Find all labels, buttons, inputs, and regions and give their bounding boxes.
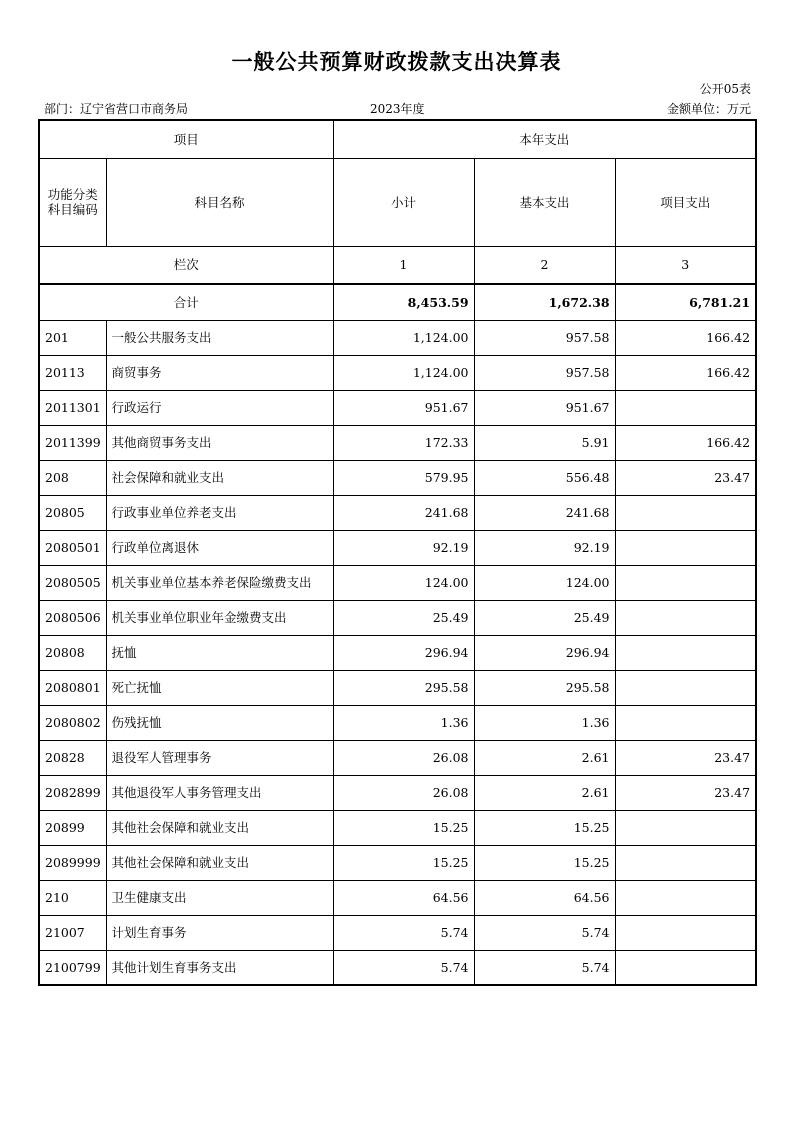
row-basic: 25.49 (474, 600, 615, 635)
total-project: 6,781.21 (615, 284, 756, 320)
row-project: 23.47 (615, 460, 756, 495)
row-subject-name: 商贸事务 (106, 355, 333, 390)
row-project (615, 880, 756, 915)
row-subtotal: 1.36 (333, 705, 474, 740)
row-basic: 296.94 (474, 635, 615, 670)
row-project (615, 600, 756, 635)
row-project (615, 390, 756, 425)
row-basic: 1.36 (474, 705, 615, 740)
row-code: 210 (39, 880, 106, 915)
row-code: 20113 (39, 355, 106, 390)
header-row-2 (39, 158, 756, 246)
row-subtotal: 296.94 (333, 635, 474, 670)
row-subtotal: 15.25 (333, 810, 474, 845)
header-func-code: 功能分类科目编码 (39, 158, 106, 246)
row-code: 2082899 (39, 775, 106, 810)
row-subject-name: 其他社会保障和就业支出 (106, 810, 333, 845)
row-basic: 2.61 (474, 775, 615, 810)
table-row (39, 775, 756, 810)
row-subject-name: 机关事业单位职业年金缴费支出 (106, 600, 333, 635)
row-basic: 957.58 (474, 320, 615, 355)
row-subtotal: 15.25 (333, 845, 474, 880)
header-current-year-expense: 本年支出 (333, 120, 756, 158)
row-project (615, 530, 756, 565)
row-subject-name: 一般公共服务支出 (106, 320, 333, 355)
row-subject-name: 行政单位离退休 (106, 530, 333, 565)
row-subtotal: 124.00 (333, 565, 474, 600)
row-subtotal: 92.19 (333, 530, 474, 565)
row-code: 20899 (39, 810, 106, 845)
row-subject-name: 死亡抚恤 (106, 670, 333, 705)
total-subtotal: 8,453.59 (333, 284, 474, 320)
row-subtotal: 951.67 (333, 390, 474, 425)
row-subject-name: 计划生育事务 (106, 915, 333, 950)
row-project (615, 495, 756, 530)
total-row (39, 284, 756, 320)
row-subtotal: 295.58 (333, 670, 474, 705)
row-subtotal: 1,124.00 (333, 355, 474, 390)
department-label: 部门：辽宁省营口市商务局 (44, 102, 189, 116)
row-code: 20828 (39, 740, 106, 775)
row-project: 166.42 (615, 425, 756, 460)
row-subtotal: 26.08 (333, 740, 474, 775)
row-code: 2080505 (39, 565, 106, 600)
row-subtotal: 5.74 (333, 950, 474, 985)
table-row (39, 565, 756, 600)
row-project (615, 845, 756, 880)
total-label: 合计 (39, 284, 333, 320)
table-row (39, 530, 756, 565)
page-title: 一般公共预算财政拨款支出决算表 (231, 50, 562, 74)
header-item: 项目 (39, 120, 333, 158)
table-row (39, 425, 756, 460)
row-code: 20805 (39, 495, 106, 530)
row-basic: 15.25 (474, 810, 615, 845)
row-code: 208 (39, 460, 106, 495)
row-basic: 957.58 (474, 355, 615, 390)
column-number-label: 栏次 (39, 246, 333, 284)
table-row (39, 355, 756, 390)
row-basic: 124.00 (474, 565, 615, 600)
row-subtotal: 241.68 (333, 495, 474, 530)
row-basic: 241.68 (474, 495, 615, 530)
row-code: 2080802 (39, 705, 106, 740)
row-code: 2080801 (39, 670, 106, 705)
header-subject-name: 科目名称 (106, 158, 333, 246)
table-row (39, 880, 756, 915)
row-basic: 92.19 (474, 530, 615, 565)
column-number-row (39, 246, 756, 284)
row-basic: 64.56 (474, 880, 615, 915)
row-subtotal: 64.56 (333, 880, 474, 915)
table-row (39, 915, 756, 950)
table-row (39, 740, 756, 775)
row-basic: 15.25 (474, 845, 615, 880)
row-code: 2100799 (39, 950, 106, 985)
table-row (39, 670, 756, 705)
row-project: 23.47 (615, 775, 756, 810)
row-basic: 2.61 (474, 740, 615, 775)
row-basic: 556.48 (474, 460, 615, 495)
row-project (615, 670, 756, 705)
row-subject-name: 其他退役军人事务管理支出 (106, 775, 333, 810)
column-number-1: 1 (333, 246, 474, 284)
row-subject-name: 抚恤 (106, 635, 333, 670)
row-code: 21007 (39, 915, 106, 950)
row-project (615, 705, 756, 740)
row-subject-name: 卫生健康支出 (106, 880, 333, 915)
table-row (39, 705, 756, 740)
row-basic: 951.67 (474, 390, 615, 425)
row-subtotal: 579.95 (333, 460, 474, 495)
table-row (39, 845, 756, 880)
table-row (39, 950, 756, 985)
row-subject-name: 其他计划生育事务支出 (106, 950, 333, 985)
row-code: 2089999 (39, 845, 106, 880)
row-code: 2080506 (39, 600, 106, 635)
table-row (39, 635, 756, 670)
row-subtotal: 172.33 (333, 425, 474, 460)
form-code: 公开05表 (699, 82, 751, 96)
header-basic-expense: 基本支出 (474, 158, 615, 246)
table-row (39, 495, 756, 530)
row-subject-name: 退役军人管理事务 (106, 740, 333, 775)
row-basic: 5.74 (474, 915, 615, 950)
table-row (39, 600, 756, 635)
row-project: 23.47 (615, 740, 756, 775)
row-subject-name: 伤残抚恤 (106, 705, 333, 740)
table-row (39, 390, 756, 425)
row-subtotal: 26.08 (333, 775, 474, 810)
row-basic: 5.74 (474, 950, 615, 985)
table-row (39, 320, 756, 355)
row-subject-name: 机关事业单位基本养老保险缴费支出 (106, 565, 333, 600)
table-row (39, 460, 756, 495)
row-subtotal: 1,124.00 (333, 320, 474, 355)
header-project-expense: 项目支出 (615, 158, 756, 246)
unit-label: 金额单位：万元 (666, 102, 751, 116)
row-code: 2080501 (39, 530, 106, 565)
row-code: 20808 (39, 635, 106, 670)
row-subject-name: 行政事业单位养老支出 (106, 495, 333, 530)
row-project (615, 915, 756, 950)
total-basic: 1,672.38 (474, 284, 615, 320)
table-row (39, 810, 756, 845)
row-subtotal: 25.49 (333, 600, 474, 635)
row-project: 166.42 (615, 355, 756, 390)
column-number-3: 3 (615, 246, 756, 284)
row-basic: 5.91 (474, 425, 615, 460)
row-basic: 295.58 (474, 670, 615, 705)
row-project: 166.42 (615, 320, 756, 355)
header-subtotal: 小计 (333, 158, 474, 246)
row-subject-name: 其他社会保障和就业支出 (106, 845, 333, 880)
row-code: 2011399 (39, 425, 106, 460)
row-subject-name: 行政运行 (106, 390, 333, 425)
row-project (615, 565, 756, 600)
row-code: 201 (39, 320, 106, 355)
column-number-2: 2 (474, 246, 615, 284)
header-row-1 (39, 120, 756, 158)
row-project (615, 635, 756, 670)
row-project (615, 950, 756, 985)
year-label: 2023年度 (370, 102, 425, 116)
row-subject-name: 其他商贸事务支出 (106, 425, 333, 460)
row-subject-name: 社会保障和就业支出 (106, 460, 333, 495)
expense-table (38, 119, 757, 986)
row-code: 2011301 (39, 390, 106, 425)
row-subtotal: 5.74 (333, 915, 474, 950)
row-project (615, 810, 756, 845)
